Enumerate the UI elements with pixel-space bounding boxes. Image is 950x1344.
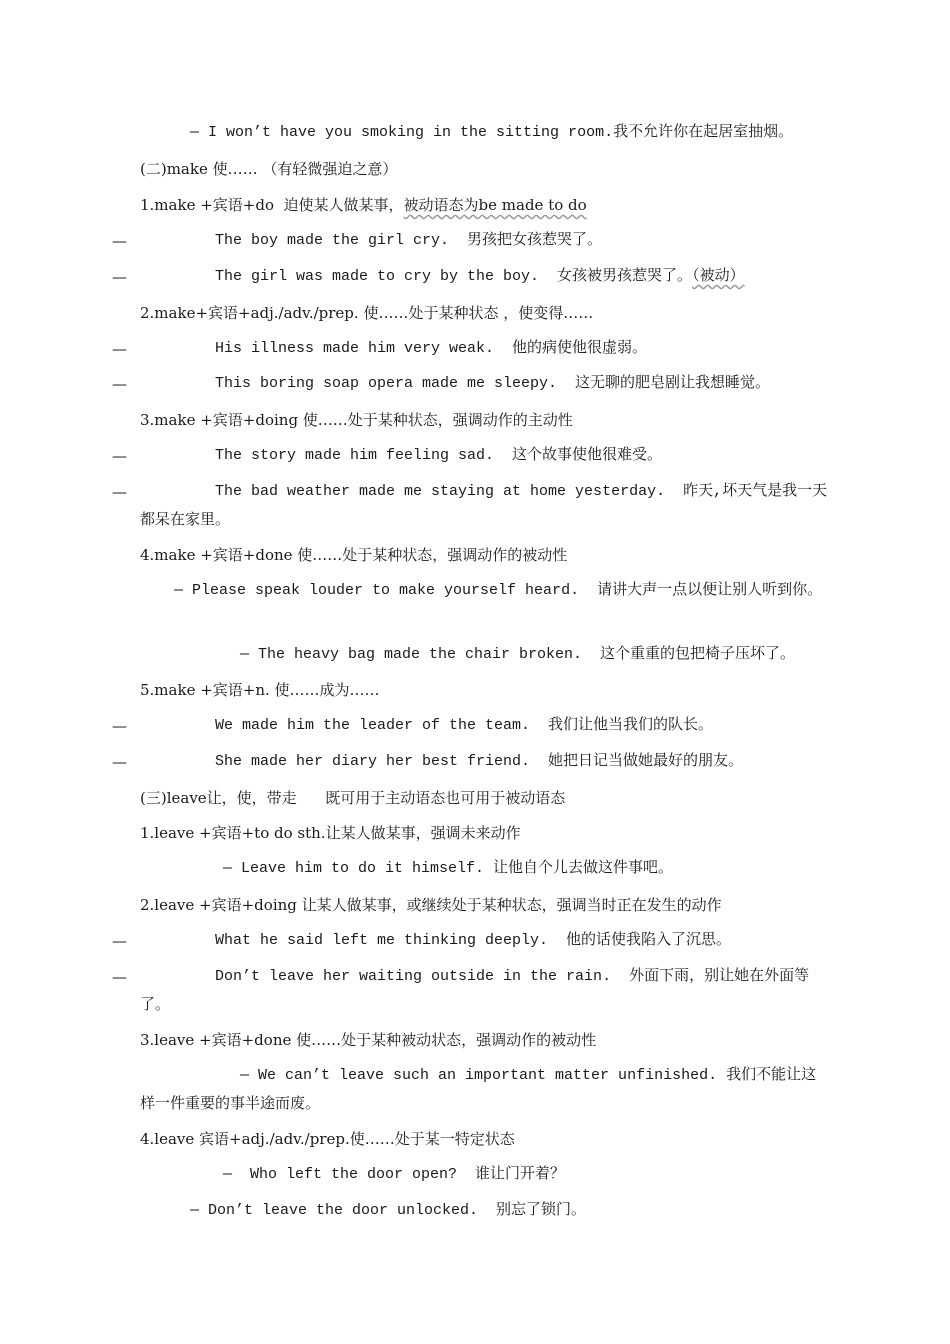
- example-line: The boy made the girl cry. 男孩把女孩惹哭了。: [215, 232, 603, 249]
- bullet-dash: —: [112, 932, 127, 950]
- bullet-dash: —: [112, 968, 127, 986]
- bullet-dash: —: [112, 717, 127, 735]
- bullet-dash: —: [112, 375, 127, 393]
- example-line: — Please speak louder to make yourself heard. 请讲大声一点以便让别人听到你。: [174, 582, 823, 599]
- example-line: — I won’t have you smoking in the sitting room.我不允许你在起居室抽烟。: [190, 124, 794, 141]
- rule-line: 3.make +宾语+doing 使……处于某种状态，强调动作的主动性: [140, 411, 573, 429]
- example-line: [215, 267, 745, 287]
- rule-passive-note: 被动语态为be made to do: [403, 196, 587, 214]
- example-line: This boring soap opera made me sleepy. 这无聊的肥皂剧让我想睡觉。: [215, 375, 771, 392]
- example-line: — Who left the door open? 谁让门开着？: [223, 1166, 566, 1183]
- rule-line: 1.leave +宾语+to do sth.让某人做某事，强调未来动作: [140, 824, 521, 842]
- rule-line: 4.leave 宾语+adj./adv./prep.使……处于某一特定状态: [140, 1130, 515, 1148]
- passive-label: （被动）: [692, 268, 745, 285]
- example-line: — The heavy bag made the chair broken. 这个重重的包把椅子压坏了。: [240, 646, 796, 663]
- rule-line: 2.make+宾语+adj./adv./prep. 使……处于某种状态 ，使变得……: [140, 304, 594, 322]
- bullet-dash: —: [112, 753, 127, 771]
- example-line: — We can’t leave such an important matter unfinished. 我们不能让这: [240, 1067, 817, 1084]
- bullet-dash: —: [112, 340, 127, 358]
- example-line-continued: 了。: [140, 995, 171, 1013]
- example-line-continued: 都呆在家里。: [140, 510, 231, 528]
- rule-line: 3.leave +宾语+done 使……处于某种被动状态，强调动作的被动性: [140, 1031, 597, 1049]
- example-line: Don’t leave her waiting outside in the rain. 外面下雨，别让她在外面等: [215, 968, 810, 985]
- bullet-dash: —: [112, 447, 127, 465]
- example-line: We made him the leader of the team. 我们让他当我们的队长。: [215, 717, 714, 734]
- example-line: The story made him feeling sad. 这个故事使他很难受。: [215, 447, 663, 464]
- rule-text: 1.make +宾语+do 迫使某人做某事，: [140, 196, 404, 214]
- section-heading-leave: (三)leave让，使，带走 既可用于主动语态也可用于被动语态: [140, 789, 566, 807]
- example-line: The bad weather made me staying at home yesterday. 昨天,坏天气是我一天: [215, 483, 828, 500]
- example-text: The girl was made to cry by the boy. 女孩被男孩惹哭了。: [215, 268, 693, 285]
- bullet-dash: —: [112, 232, 127, 250]
- example-line-continued: 样一件重要的事半途而废。: [140, 1094, 321, 1112]
- example-line: His illness made him very weak. 他的病使他很虚弱。: [215, 340, 648, 357]
- section-heading-make: (二)make 使…… （有轻微强迫之意）: [140, 160, 398, 178]
- bullet-dash: —: [112, 268, 127, 286]
- bullet-dash: —: [112, 483, 127, 501]
- rule-line: 4.make +宾语+done 使……处于某种状态，强调动作的被动性: [140, 546, 568, 564]
- rule-line: 5.make +宾语+n. 使……成为……: [140, 681, 380, 699]
- example-line: She made her diary her best friend. 她把日记当做她最好的朋友。: [215, 753, 744, 770]
- rule-line: 2.leave +宾语+doing 让某人做某事，或继续处于某种状态，强调当时正在发生的动作: [140, 896, 722, 914]
- example-line: — Leave him to do it himself. 让他自个儿去做这件事吧。: [223, 860, 674, 877]
- example-line: What he said left me thinking deeply. 他的话使我陷入了沉思。: [215, 932, 732, 949]
- rule-line: [140, 195, 587, 215]
- example-line: — Don’t leave the door unlocked. 别忘了锁门。: [190, 1202, 587, 1219]
